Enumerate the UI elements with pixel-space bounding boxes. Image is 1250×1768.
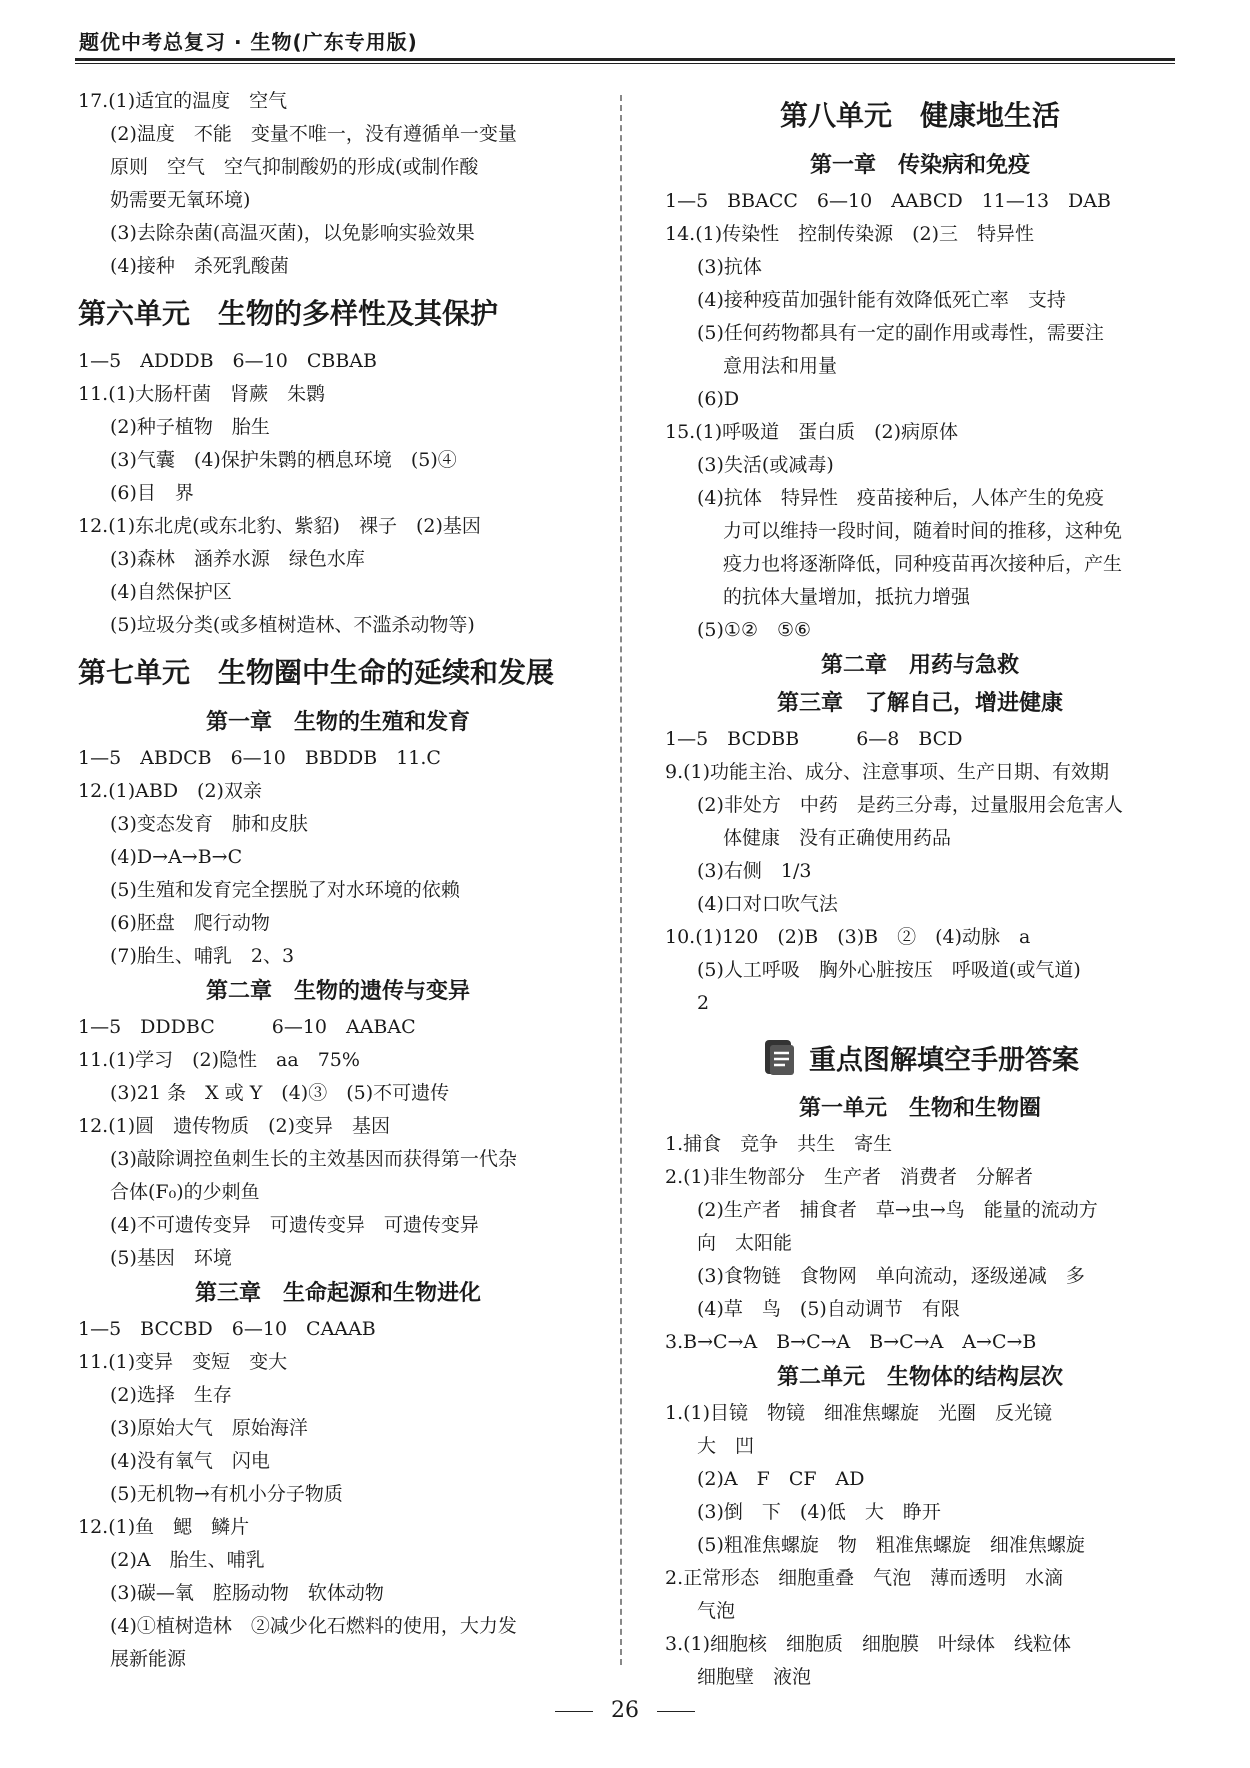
answer-line: 1—5 ABDCB 6—10 BBDDB 11.C: [78, 747, 441, 769]
answer-line: 气泡: [697, 1600, 736, 1622]
footer-dash-right: [657, 1711, 695, 1712]
answer-line: (3)右侧 1/3: [697, 860, 812, 882]
answer-line: (7)胎生、哺乳 2、3: [110, 945, 295, 967]
answer-line: (3)碳—氧 腔肠动物 软体动物: [110, 1582, 384, 1604]
unit-title: 第六单元 生物的多样性及其保护: [78, 297, 499, 330]
answer-line: (3)食物链 食物网 单向流动，逐级递减 多: [697, 1265, 1085, 1287]
answer-line: 10.(1)120 (2)B (3)B ② (4)动脉 a: [665, 926, 1031, 948]
section-heading: [665, 1026, 1175, 1088]
answer-line: (2)选择 生存: [110, 1384, 232, 1406]
answer-line: (2)生产者 捕食者 草→虫→鸟 能量的流动方: [697, 1199, 1098, 1221]
answer-line: 1—5 BCDBB 6—8 BCD: [665, 728, 963, 750]
chapter-title: 第三章 生命起源和生物进化: [194, 1281, 481, 1306]
answer-line: 力可以维持一段时间，随着时间的推移，这种免: [723, 520, 1123, 542]
chapter-title: 第二单元 生物体的结构层次: [776, 1365, 1063, 1390]
answer-line: (6)胚盘 爬行动物: [110, 912, 270, 934]
answer-line: 12.(1)圆 遗传物质 (2)变异 基因: [78, 1115, 391, 1137]
answer-line: (5)垃圾分类(或多植树造林、不滥杀动物等): [110, 614, 475, 636]
answer-line: (2)A 胎生、哺乳: [110, 1549, 265, 1571]
answer-line: (3)去除杂菌(高温灭菌)，以免影响实验效果: [110, 222, 475, 244]
footer-dash-left: [555, 1711, 593, 1712]
answer-line: 1—5 BCCBD 6—10 CAAAB: [78, 1318, 376, 1340]
answer-line: 3.B→C→A B→C→A B→C→A A→C→B: [665, 1331, 1037, 1353]
answer-line: 9.(1)功能主治、成分、注意事项、生产日期、有效期: [665, 761, 1110, 783]
answer-line: 1—5 ADDDB 6—10 CBBAB: [78, 350, 377, 372]
answer-line: 1—5 BBACC 6—10 AABCD 11—13 DAB: [665, 190, 1111, 212]
answer-line: (4)自然保护区: [110, 581, 232, 603]
answer-line: 2: [697, 992, 710, 1014]
answer-line: (5)粗准焦螺旋 物 粗准焦螺旋 细准焦螺旋: [697, 1534, 1085, 1556]
answer-line: (5)生殖和发育完全摆脱了对水环境的依赖: [110, 879, 460, 901]
answer-line: 体健康 没有正确使用药品: [723, 827, 952, 849]
chapter-title: 第一单元 生物和生物圈: [798, 1096, 1041, 1121]
answer-line: (3)森林 涵养水源 绿色水库: [110, 548, 365, 570]
chapter-title: 第一章 生物的生殖和发育: [205, 710, 470, 735]
answer-line: (3)倒 下 (4)低 大 睁开: [697, 1501, 941, 1523]
header-rule-thin: [75, 63, 1175, 64]
answer-line: (5)①② ⑤⑥: [697, 619, 812, 641]
answer-line: 原则 空气 空气抑制酸奶的形成(或制作酸: [110, 156, 479, 178]
right-column: [665, 85, 1175, 1694]
answer-line: (4)接种疫苗加强针能有效降低死亡率 支持: [697, 289, 1066, 311]
answer-line: 奶需要无氧环境): [110, 189, 251, 211]
section-heading-text: 重点图解填空手册答案: [809, 1044, 1079, 1076]
answer-line: 意用法和用量: [723, 355, 838, 377]
answer-line: (3)抗体: [697, 256, 762, 278]
answer-line: 1.捕食 竞争 共生 寄生: [665, 1133, 893, 1155]
answer-line: (4)①植树造林 ②减少化石燃料的使用，大力发: [110, 1615, 517, 1637]
answer-line: (4)口对口吹气法: [697, 893, 838, 915]
answer-line: (2)非处方 中药 是药三分毒，过量服用会危害人: [697, 794, 1123, 816]
answer-line: (5)任何药物都具有一定的副作用或毒性，需要注: [697, 322, 1104, 344]
answer-line: 11.(1)学习 (2)隐性 aa 75%: [78, 1049, 360, 1071]
unit-title: 第七单元 生物圈中生命的延续和发展: [78, 656, 555, 689]
answer-line: (3)失活(或减毒): [697, 454, 834, 476]
answer-line: 的抗体大量增加，抵抗力增强: [723, 586, 971, 608]
answer-line: 疫力也将逐渐降低，同种疫苗再次接种后，产生: [723, 553, 1123, 575]
answer-line: 1—5 DDDBC 6—10 AABAC: [78, 1016, 416, 1038]
answer-line: (6)D: [697, 388, 740, 410]
chapter-title: 第一章 传染病和免疫: [809, 153, 1030, 178]
answer-line: 12.(1)东北虎(或东北豹、紫貂) 裸子 (2)基因: [78, 515, 481, 537]
answer-line: (5)人工呼吸 胸外心脏按压 呼吸道(或气道): [697, 959, 1081, 981]
answer-line: 细胞壁 液泡: [697, 1666, 812, 1688]
answer-line: 合体(F₀)的少刺鱼: [110, 1181, 260, 1203]
answer-line: 1.(1)目镜 物镜 细准焦螺旋 光圈 反光镜: [665, 1402, 1053, 1424]
answer-line: (4)抗体 特异性 疫苗接种后，人体产生的免疫: [697, 487, 1104, 509]
answer-line: (6)目 界: [110, 482, 194, 504]
page-header: [75, 22, 1175, 56]
answer-line: 15.(1)呼吸道 蛋白质 (2)病原体: [665, 421, 959, 443]
answer-line: 12.(1)ABD (2)双亲: [78, 780, 262, 802]
answer-line: 17.(1)适宜的温度 空气: [78, 90, 288, 112]
notebook-icon: [761, 1037, 799, 1077]
answer-line: 3.(1)细胞核 细胞质 细胞膜 叶绿体 线粒体: [665, 1633, 1072, 1655]
left-column: [78, 85, 598, 1676]
answer-line: 向 太阳能: [697, 1232, 793, 1254]
answer-line: 11.(1)大肠杆菌 肾蕨 朱鹮: [78, 383, 326, 405]
answer-line: (5)基因 环境: [110, 1247, 232, 1269]
answer-line: (3)变态发育 肺和皮肤: [110, 813, 308, 835]
page-number: 26: [611, 1698, 639, 1723]
answer-line: (5)无机物→有机小分子物质: [110, 1483, 343, 1505]
column-divider: [620, 95, 622, 1665]
answer-line: 12.(1)鱼 鳃 鳞片: [78, 1516, 250, 1538]
answer-line: 大 凹: [697, 1435, 755, 1457]
chapter-title: 第二章 生物的遗传与变异: [205, 979, 470, 1004]
answer-line: 2.(1)非生物部分 生产者 消费者 分解者: [665, 1166, 1034, 1188]
answer-line: 11.(1)变异 变短 变大: [78, 1351, 288, 1373]
answer-line: (4)不可遗传变异 可遗传变异 可遗传变异: [110, 1214, 479, 1236]
answer-line: 14.(1)传染性 控制传染源 (2)三 特异性: [665, 223, 1035, 245]
answer-line: (4)D→A→B→C: [110, 846, 243, 868]
answer-line: (4)接种 杀死乳酸菌: [110, 255, 289, 277]
answer-line: (2)A F CF AD: [697, 1468, 865, 1490]
answer-line: (4)草 鸟 (5)自动调节 有限: [697, 1298, 960, 1320]
answer-line: (2)种子植物 胎生: [110, 416, 270, 438]
page-footer: [0, 1698, 1250, 1723]
chapter-title: 第二章 用药与急救: [820, 653, 1019, 678]
answer-line: 展新能源: [110, 1648, 187, 1670]
unit-title: 第八单元 健康地生活: [779, 99, 1060, 132]
chapter-title: 第三章 了解自己，增进健康: [776, 691, 1063, 716]
book-title: 题优中考总复习 · 生物(广东专用版): [79, 30, 418, 54]
answer-line: (3)21 条 X 或 Y (4)③ (5)不可遗传: [110, 1082, 450, 1104]
answer-line: 2.正常形态 细胞重叠 气泡 薄而透明 水滴: [665, 1567, 1064, 1589]
answer-line: (3)原始大气 原始海洋: [110, 1417, 308, 1439]
answer-line: (3)气囊 (4)保护朱鹮的栖息环境 (5)④: [110, 449, 457, 471]
header-rule-thick: [75, 58, 1175, 61]
answer-line: (4)没有氧气 闪电: [110, 1450, 270, 1472]
answer-line: (2)温度 不能 变量不唯一，没有遵循单一变量: [110, 123, 517, 145]
answer-line: (3)敲除调控鱼刺生长的主效基因而获得第一代杂: [110, 1148, 517, 1170]
